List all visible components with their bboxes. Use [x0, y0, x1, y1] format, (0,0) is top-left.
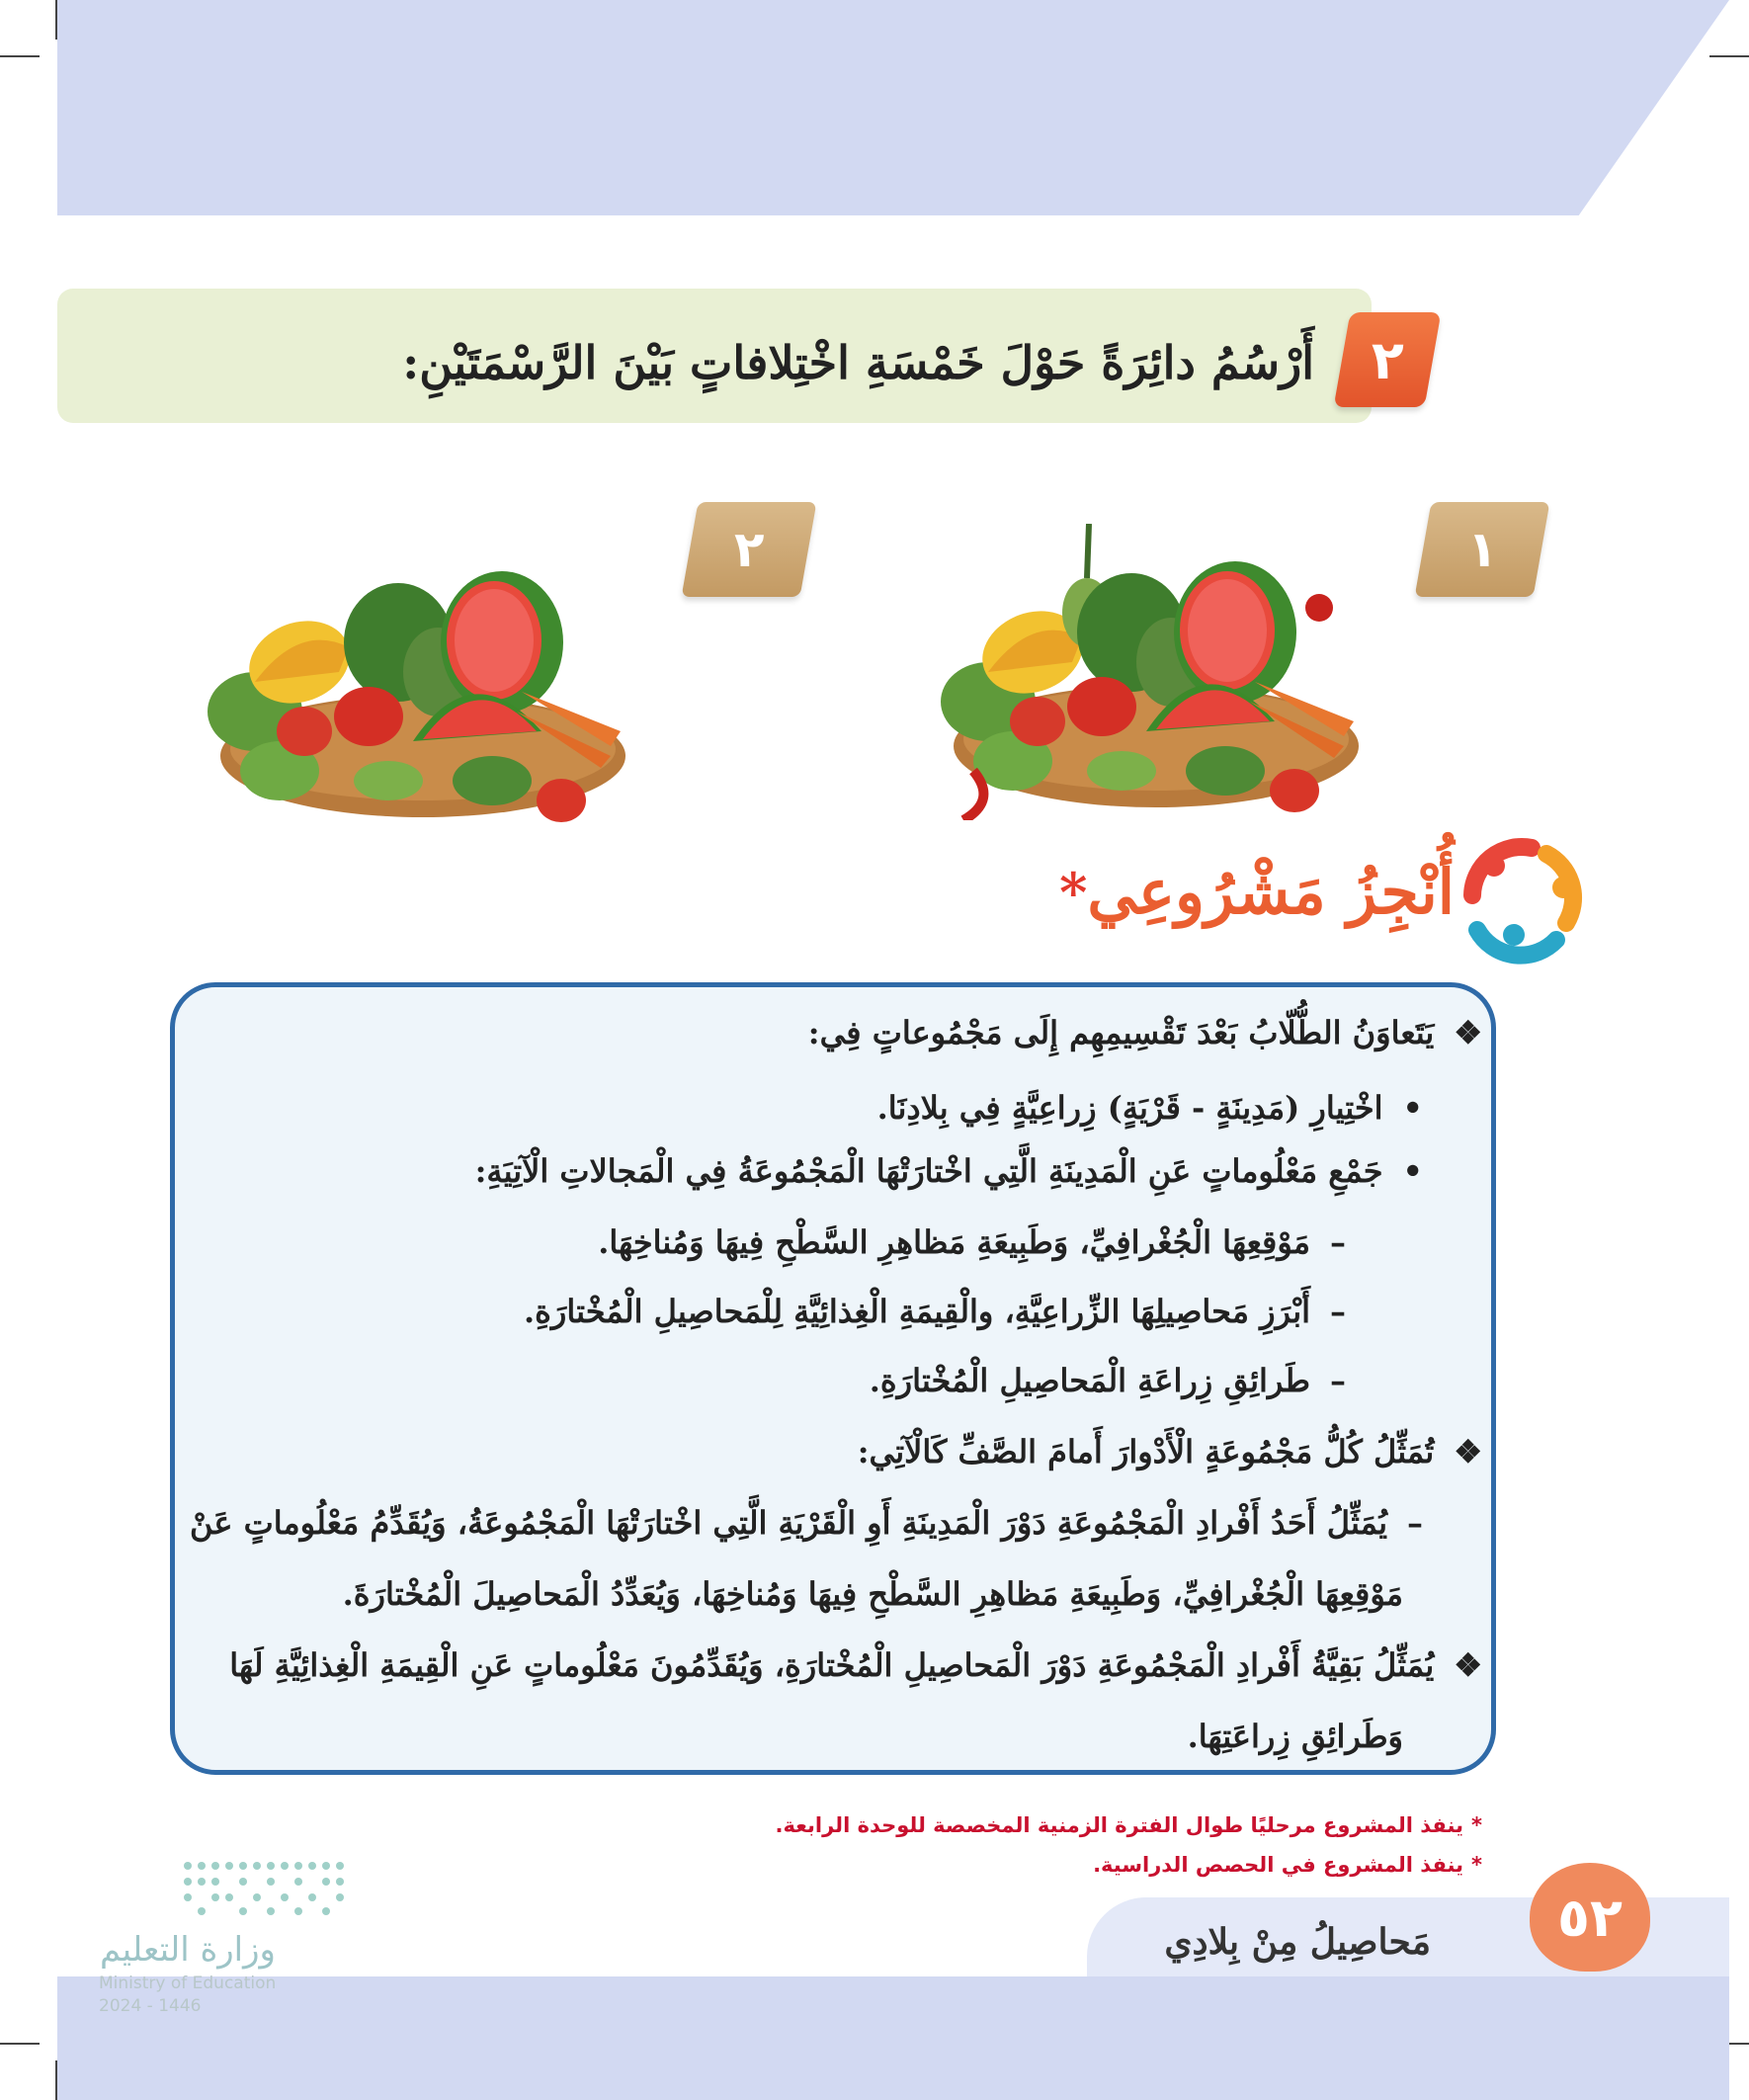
- list-item-text: جَمْعِ مَعْلُوماتٍ عَنِ الْمَدِينَةِ الَّتِي اخْتارَتْهَا الْمَجْمُوعَةُ فِي الْمَجالاتِ الْآتِيَةِ:: [474, 1152, 1383, 1190]
- project-title-text: أُنْجِزُ مَشْرُوعِي: [1087, 856, 1455, 928]
- activity-instruction: أَرْسُمُ دائِرَةً حَوْلَ خَمْسَةِ اخْتِلافاتٍ بَيْنَ الرَّسْمَتَيْنِ:: [402, 336, 1314, 389]
- list-marker: ❖: [1454, 1014, 1482, 1051]
- vegetables-platter-image: [919, 524, 1364, 820]
- footnote-text: ينفذ المشروع مرحليًا طوال الفترة الزمنية المخصصة للوحدة الرابعة.: [775, 1813, 1464, 1837]
- project-title: [960, 838, 1455, 947]
- crop-mark: [55, 0, 57, 40]
- activity-number-badge: ٢: [1334, 312, 1442, 407]
- crop-mark: [0, 55, 40, 57]
- project-title-marker: *: [1059, 861, 1088, 924]
- list-item-text: أَبْرَزِ مَحاصِيلِهَا الزِّراعِيَّةِ، والْقِيمَةِ الْغِذائِيَّةِ لِلْمَحاصِيلِ الْمُخْتارَةِ.: [523, 1293, 1310, 1330]
- ministry-logo-dots-icon: [178, 1856, 356, 1917]
- list-marker: •: [1402, 1089, 1423, 1127]
- picture-label-2: ٢: [682, 502, 817, 597]
- list-item-text: مَوْقِعِهَا الْجُغْرافِيِّ، وَطَبِيعَةِ مَظاهِرِ السَّطْحِ فِيهَا وَمُناخِهَا، وَيُعَدِّدُ الْمَحاصِيلَ الْمُخْتارَةَ.: [342, 1575, 1403, 1613]
- group-collaboration-icon: [1453, 826, 1591, 965]
- list-item-text: طَرائِقِ زِراعَةِ الْمَحاصِيلِ الْمُخْتارَةِ.: [869, 1362, 1310, 1399]
- list-item: [0, 1346, 1346, 1415]
- crop-mark: [1709, 55, 1749, 57]
- list-marker: –: [1330, 1362, 1346, 1399]
- list-item-text: تُمَثِّلُ كُلُّ مَجْمُوعَةٍ الْأَدْوارَ أَمامَ الصَّفِّ كَالْآتِي:: [857, 1433, 1435, 1470]
- list-item: [0, 1136, 1423, 1206]
- list-item-text: اخْتِيارِ (مَدِينَةٍ - قَرْيَةٍ) زِراعِيَّةٍ فِي بِلادِنَا.: [876, 1089, 1383, 1127]
- list-marker: –: [1330, 1293, 1346, 1330]
- list-item-text: يَتَعاوَنُ الطُّلّابُ بَعْدَ تَقْسِيمِهِم إِلَى مَجْمُوعاتٍ فِي:: [807, 1014, 1435, 1051]
- list-item: [0, 1073, 1423, 1142]
- list-item: [0, 1208, 1346, 1277]
- list-item: [0, 1559, 1423, 1629]
- footnote-marker: *: [1471, 1853, 1482, 1877]
- unit-title: مَحاصِيلُ مِنْ بِلادِي: [1164, 1921, 1431, 1963]
- footnote-marker: *: [1471, 1813, 1482, 1837]
- page-number: ٥٢: [1530, 1863, 1650, 1972]
- list-item-text: يُمَثِّلُ بَقِيَّةُ أَفْرادِ الْمَجْمُوعَةِ دَوْرَ الْمَحاصِيلِ الْمُخْتارَةِ، وَيُقَدِّمُونَ مَعْلُوماتٍ عَنِ الْقِيمَةِ الْغِذائِيَّةِ لَهَا: [229, 1646, 1435, 1684]
- list-marker: ❖: [1454, 1433, 1482, 1470]
- list-marker: –: [1330, 1223, 1346, 1261]
- picture-label-1: ١: [1415, 502, 1550, 597]
- list-item: [0, 1702, 1423, 1771]
- list-item-text: يُمَثِّلُ أَحَدُ أَفْرادِ الْمَجْمُوعَةِ دَوْرَ الْمَدِينَةِ أَوِ الْقَرْيَةِ الَّتِي اخْتارَتْهَا الْمَجْمُوعَةُ، وَيُقَدِّمُ مَعْلُوماتٍ عَنْ: [190, 1504, 1387, 1542]
- footnote-text: ينفذ المشروع في الحصص الدراسية.: [1093, 1853, 1464, 1877]
- list-item-text: وَطَرائِقِ زِراعَتِهَا.: [1187, 1718, 1403, 1755]
- list-marker: •: [1402, 1152, 1423, 1190]
- ministry-name-english: Ministry of Education: [99, 1974, 277, 1993]
- footnote: [593, 1805, 1482, 1846]
- list-item: [0, 1277, 1346, 1346]
- header-banner: [57, 0, 1729, 215]
- list-marker: ❖: [1454, 1646, 1482, 1684]
- footer-band: [57, 1976, 1729, 2100]
- list-item: [20, 998, 1482, 1067]
- crop-mark: [0, 2043, 40, 2045]
- list-item: [20, 1417, 1482, 1486]
- ministry-name-arabic: وزارة التعليم: [100, 1930, 276, 1970]
- list-item-text: مَوْقِعِهَا الْجُغْرافِيِّ، وَطَبِيعَةِ مَظاهِرِ السَّطْحِ فِيهَا وَمُناخِهَا.: [598, 1223, 1310, 1261]
- footnote: [593, 1844, 1482, 1886]
- ministry-year: 2024 - 1446: [99, 1996, 202, 2016]
- vegetables-platter-image: [186, 553, 630, 830]
- list-item: [0, 1488, 1423, 1557]
- list-item: [20, 1631, 1482, 1700]
- list-marker: –: [1407, 1504, 1423, 1542]
